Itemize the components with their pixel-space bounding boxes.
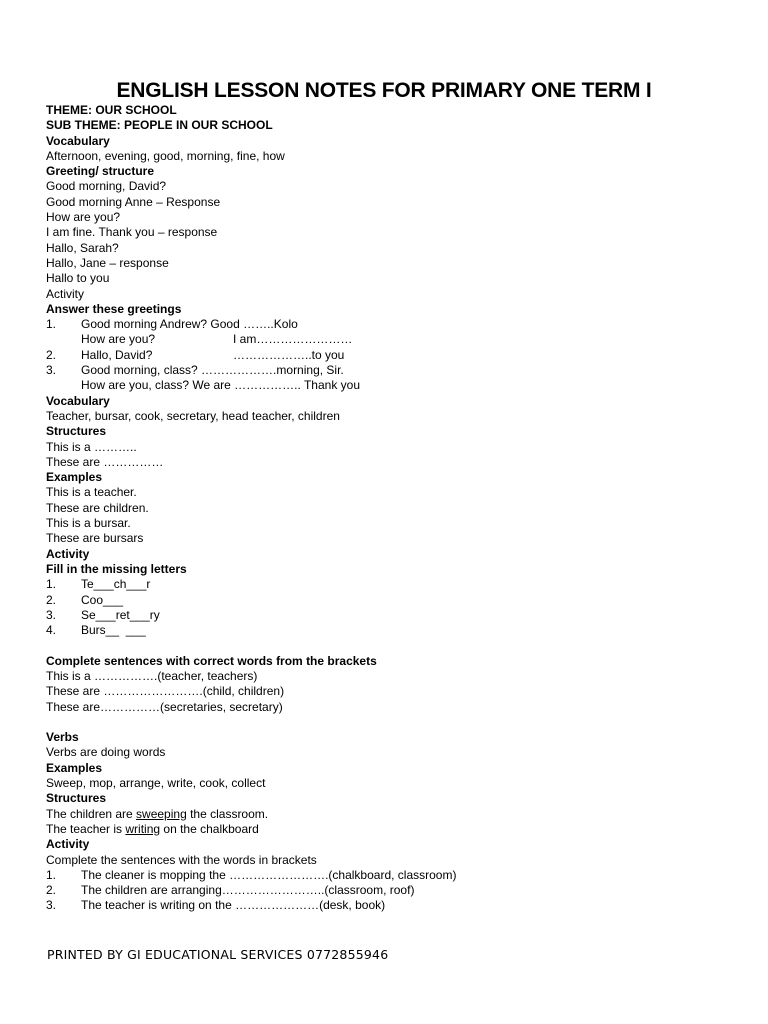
greeting-line: Good morning, David? xyxy=(46,179,167,194)
sub-theme: SUB THEME: PEOPLE IN OUR SCHOOL xyxy=(46,118,273,133)
activity-subheading: Fill in the missing letters xyxy=(46,561,187,576)
sentence-start: The children are xyxy=(46,806,137,821)
theme: THEME: OUR SCHOOL xyxy=(46,103,177,117)
item-number: 2. xyxy=(46,592,57,607)
answer-item xyxy=(46,378,746,393)
item-number: 1. xyxy=(46,867,57,882)
item-text: The cleaner is mopping the …………………….(chalkboard, classroom) xyxy=(81,867,457,882)
item-number: 2. xyxy=(46,883,57,898)
item-number: 1. xyxy=(46,577,57,592)
answer-item xyxy=(46,317,746,332)
greeting-line: Hallo, Sarah? xyxy=(46,240,119,255)
vocabulary-words: Teacher, bursar, cook, secretary, head teacher, children xyxy=(46,408,340,423)
answer-item xyxy=(46,332,746,347)
item-text: Burs__ ___ xyxy=(81,623,146,638)
verb-activity-item xyxy=(46,898,746,913)
greeting-heading: Greeting/ structure xyxy=(46,164,155,179)
item-number: 4. xyxy=(46,623,57,638)
underlined-verb: writing xyxy=(125,821,161,836)
item-text: Good morning, class? ……………….morning, Sir. xyxy=(81,363,344,378)
activity-heading: Activity xyxy=(46,546,90,561)
verb-sentence xyxy=(46,807,746,822)
vocabulary-heading: Vocabulary xyxy=(46,393,110,408)
greeting-line: Hallo to you xyxy=(46,271,110,286)
complete-heading: Complete sentences with correct words from the brackets xyxy=(46,653,377,668)
item-number: 3. xyxy=(46,363,57,378)
complete-line: These are……………(secretaries, secretary) xyxy=(46,699,283,714)
fill-item xyxy=(46,577,746,592)
examples-heading: Examples xyxy=(46,470,103,485)
example-line: These are children. xyxy=(46,500,149,515)
vocabulary-heading: Vocabulary xyxy=(46,133,110,148)
item-text: How are you? xyxy=(81,332,156,347)
item-blank: I am…………………… xyxy=(233,332,353,347)
item-text: Hallo, David? xyxy=(81,347,153,362)
activity-instruction: Complete the sentences with the words in brackets xyxy=(46,852,317,867)
greeting-line: Hallo, Jane – response xyxy=(46,255,169,270)
example-line: This is a bursar. xyxy=(46,516,131,531)
item-blank: ………………..to you xyxy=(233,347,345,362)
item-text: Se___ret___ry xyxy=(81,607,160,622)
structure-line: These are …………… xyxy=(46,454,164,469)
activity-heading: Activity xyxy=(46,837,90,852)
examples-heading: Examples xyxy=(46,760,103,775)
greeting-line: Good morning Anne – Response xyxy=(46,194,221,209)
item-number: 1. xyxy=(46,317,57,332)
complete-line: These are …………………….(child, children) xyxy=(46,684,285,699)
verbs-heading: Verbs xyxy=(46,730,79,745)
item-text: The teacher is writing on the …………………(desk, book) xyxy=(81,898,386,913)
structures-heading: Structures xyxy=(46,791,107,806)
verb-activity-item xyxy=(46,868,746,883)
example-line: These are bursars xyxy=(46,531,144,546)
item-text: How are you, class? We are …………….. Thank you xyxy=(81,378,360,393)
footer-printer-note: PRINTED BY GI EDUCATIONAL SERVICES 0772855946 xyxy=(47,947,389,962)
greeting-line: How are you? xyxy=(46,210,121,225)
item-text: Good morning Andrew? Good ……..Kolo xyxy=(81,317,298,332)
verb-sentence xyxy=(46,822,746,837)
structures-heading: Structures xyxy=(46,424,107,439)
item-text: The children are arranging……………………..(classroom, roof) xyxy=(81,883,415,898)
sentence-end: the classroom. xyxy=(186,806,269,821)
sentence-end: on the chalkboard xyxy=(160,821,259,836)
item-text: Coo___ xyxy=(81,592,124,607)
fill-item xyxy=(46,593,746,608)
fill-item xyxy=(46,608,746,623)
verb-activity-item xyxy=(46,883,746,898)
greeting-line: Activity xyxy=(46,286,85,301)
underlined-verb: sweeping xyxy=(136,806,187,821)
structure-line: This is a ……….. xyxy=(46,439,137,454)
item-number: 2. xyxy=(46,347,57,362)
answer-item xyxy=(46,348,746,363)
sentence-start: The teacher is xyxy=(46,821,126,836)
example-line: This is a teacher. xyxy=(46,485,137,500)
item-text: Te___ch___r xyxy=(81,577,151,592)
item-number: 3. xyxy=(46,898,57,913)
complete-line: This is a …………….(teacher, teachers) xyxy=(46,668,258,683)
item-number: 3. xyxy=(46,607,57,622)
greeting-line: I am fine. Thank you – response xyxy=(46,225,218,240)
spacer xyxy=(46,715,746,730)
spacer xyxy=(46,638,746,653)
verbs-examples: Sweep, mop, arrange, write, cook, collect xyxy=(46,776,266,791)
verbs-definition: Verbs are doing words xyxy=(46,745,166,760)
vocabulary-words: Afternoon, evening, good, morning, fine, how xyxy=(46,148,285,163)
lesson-body xyxy=(46,103,746,914)
page-title: ENGLISH LESSON NOTES FOR PRIMARY ONE TERM I xyxy=(116,79,652,102)
answer-item xyxy=(46,363,746,378)
fill-item xyxy=(46,623,746,638)
answer-heading: Answer these greetings xyxy=(46,301,182,316)
